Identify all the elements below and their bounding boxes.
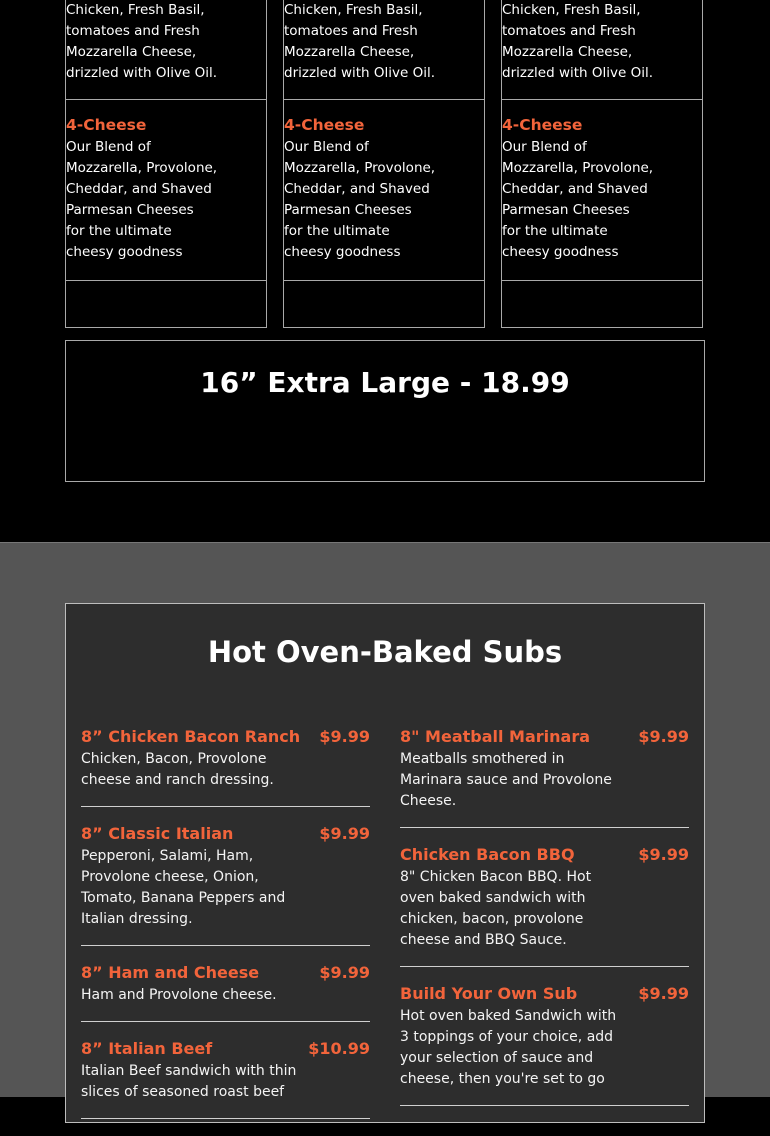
sub-item [81, 963, 370, 1022]
pizza-desc-line: Cheddar, and Shaved [502, 181, 648, 197]
sub-item [81, 824, 370, 946]
sub-item-desc: Meatballs smothered in Marinara sauce and Provolone Cheese. [400, 751, 612, 809]
pizza-desc-line: Mozzarella, Provolone, [502, 160, 654, 176]
sub-item-price: $9.99 [638, 727, 689, 746]
sub-item-price: $9.99 [319, 727, 370, 746]
sub-item [400, 845, 689, 967]
sub-item-desc: Hot oven baked Sandwich with 3 toppings of your choice, add your selection of sauce and cheese, then you're set to go [400, 1008, 617, 1087]
pizza-desc-line: Chicken, Fresh Basil, [284, 2, 423, 18]
pizza-desc-line: for the ultimate [502, 223, 608, 239]
pizza-desc-line: Mozzarella, Provolone, [284, 160, 436, 176]
pizza-desc-line: Our Blend of [66, 139, 151, 155]
pizza-desc-line: Mozzarella, Provolone, [66, 160, 218, 176]
sub-item-price: $9.99 [638, 984, 689, 1003]
pizza-cell-4-cheese [66, 99, 266, 281]
sub-item [81, 727, 370, 807]
sub-item-header [81, 824, 370, 844]
sub-item-desc: Pepperoni, Salami, Ham, Provolone cheese, Onion, Tomato, Banana Peppers and Italian dressing. [81, 848, 286, 927]
pizza-item-desc [66, 137, 266, 263]
pizza-desc-line: drizzled with Olive Oil. [66, 65, 218, 81]
pizza-desc-line: Our Blend of [502, 139, 587, 155]
pizza-desc [502, 0, 693, 84]
pizza-desc-line: for the ultimate [284, 223, 390, 239]
sub-item-header [400, 845, 689, 865]
subs-menu-box [65, 603, 705, 1123]
sub-item-header [400, 984, 689, 1004]
subs-column-left [81, 727, 370, 1136]
pizza-cell-top [502, 0, 702, 100]
sub-item-name: 8” Italian Beef [81, 1039, 213, 1058]
sub-item-name: 8” Ham and Cheese [81, 963, 260, 982]
subs-section [0, 542, 770, 1100]
pizza-column-2 [283, 0, 485, 328]
pizza-desc-line: cheesy goodness [502, 244, 619, 260]
pizza-desc-line: tomatoes and Fresh [502, 23, 636, 39]
sub-item-name: Build Your Own Sub [400, 984, 578, 1003]
sub-item-price: $9.99 [319, 824, 370, 843]
pizza-cell-4-cheese [284, 99, 484, 281]
subs-section-title: Hot Oven-Baked Subs [207, 635, 563, 669]
sub-item-desc: Ham and Provolone cheese. [81, 987, 277, 1003]
pizza-desc-line: Parmesan Cheeses [502, 202, 630, 218]
pizza-cell-top [284, 0, 484, 100]
pizza-desc-line: Mozzarella Cheese, [502, 44, 633, 60]
pizza-desc-line: Chicken, Fresh Basil, [66, 2, 205, 18]
sub-item-name: 8” Chicken Bacon Ranch [81, 727, 301, 746]
pizza-item-name: 4-Cheese [66, 116, 147, 134]
sub-item-desc: Chicken, Bacon, Provolone cheese and ranch dressing. [81, 751, 274, 788]
pizza-desc-line: tomatoes and Fresh [66, 23, 200, 39]
sub-item-desc: 8" Chicken Bacon BBQ. Hot oven baked sandwich with chicken, bacon, provolone cheese and BBQ Sauce. [400, 869, 592, 948]
sub-item-price: $9.99 [638, 845, 689, 864]
pizza-item-name: 4-Cheese [284, 116, 365, 134]
sub-item-name: Chicken Bacon BBQ [400, 845, 575, 864]
pizza-column-1 [65, 0, 267, 328]
pizza-desc [284, 0, 475, 84]
pizza-item-desc [502, 137, 702, 263]
pizza-desc-line: Mozzarella Cheese, [66, 44, 197, 60]
sub-item-header [81, 1039, 370, 1059]
pizza-cell-4-cheese [502, 99, 702, 281]
pizza-desc [66, 0, 257, 84]
pizza-menu-columns [65, 0, 705, 330]
pizza-desc-line: drizzled with Olive Oil. [502, 65, 654, 81]
sub-item-name: 8" Meatball Marinara [400, 727, 591, 746]
sub-item-price: $10.99 [308, 1039, 370, 1058]
sub-item [81, 1039, 370, 1119]
pizza-desc-line: Chicken, Fresh Basil, [502, 2, 641, 18]
pizza-desc-line: tomatoes and Fresh [284, 23, 418, 39]
subs-column-right [400, 727, 689, 1123]
pizza-cell-top [66, 0, 266, 100]
sub-item-price: $9.99 [319, 963, 370, 982]
pizza-desc-line: drizzled with Olive Oil. [284, 65, 436, 81]
pizza-item-desc [284, 137, 484, 263]
pizza-desc-line: for the ultimate [66, 223, 172, 239]
pizza-desc-line: Our Blend of [284, 139, 369, 155]
sub-item-header [400, 727, 689, 747]
pizza-item-name: 4-Cheese [502, 116, 583, 134]
pizza-desc-line: Cheddar, and Shaved [284, 181, 430, 197]
pizza-desc-line: Cheddar, and Shaved [66, 181, 212, 197]
pizza-desc-line: cheesy goodness [284, 244, 401, 260]
pizza-desc-line: cheesy goodness [66, 244, 183, 260]
extra-large-title: 16” Extra Large - 18.99 [200, 366, 570, 399]
extra-large-pizza-box [65, 340, 705, 482]
pizza-desc-line: Parmesan Cheeses [284, 202, 412, 218]
pizza-desc-line: Parmesan Cheeses [66, 202, 194, 218]
sub-item-name: 8” Classic Italian [81, 824, 234, 843]
sub-item [400, 984, 689, 1106]
sub-item-header [81, 727, 370, 747]
pizza-column-3 [501, 0, 703, 328]
sub-item-header [81, 963, 370, 983]
sub-item [400, 727, 689, 828]
pizza-desc-line: Mozzarella Cheese, [284, 44, 415, 60]
sub-item-desc: Italian Beef sandwich with thin slices of seasoned roast beef [81, 1063, 297, 1100]
